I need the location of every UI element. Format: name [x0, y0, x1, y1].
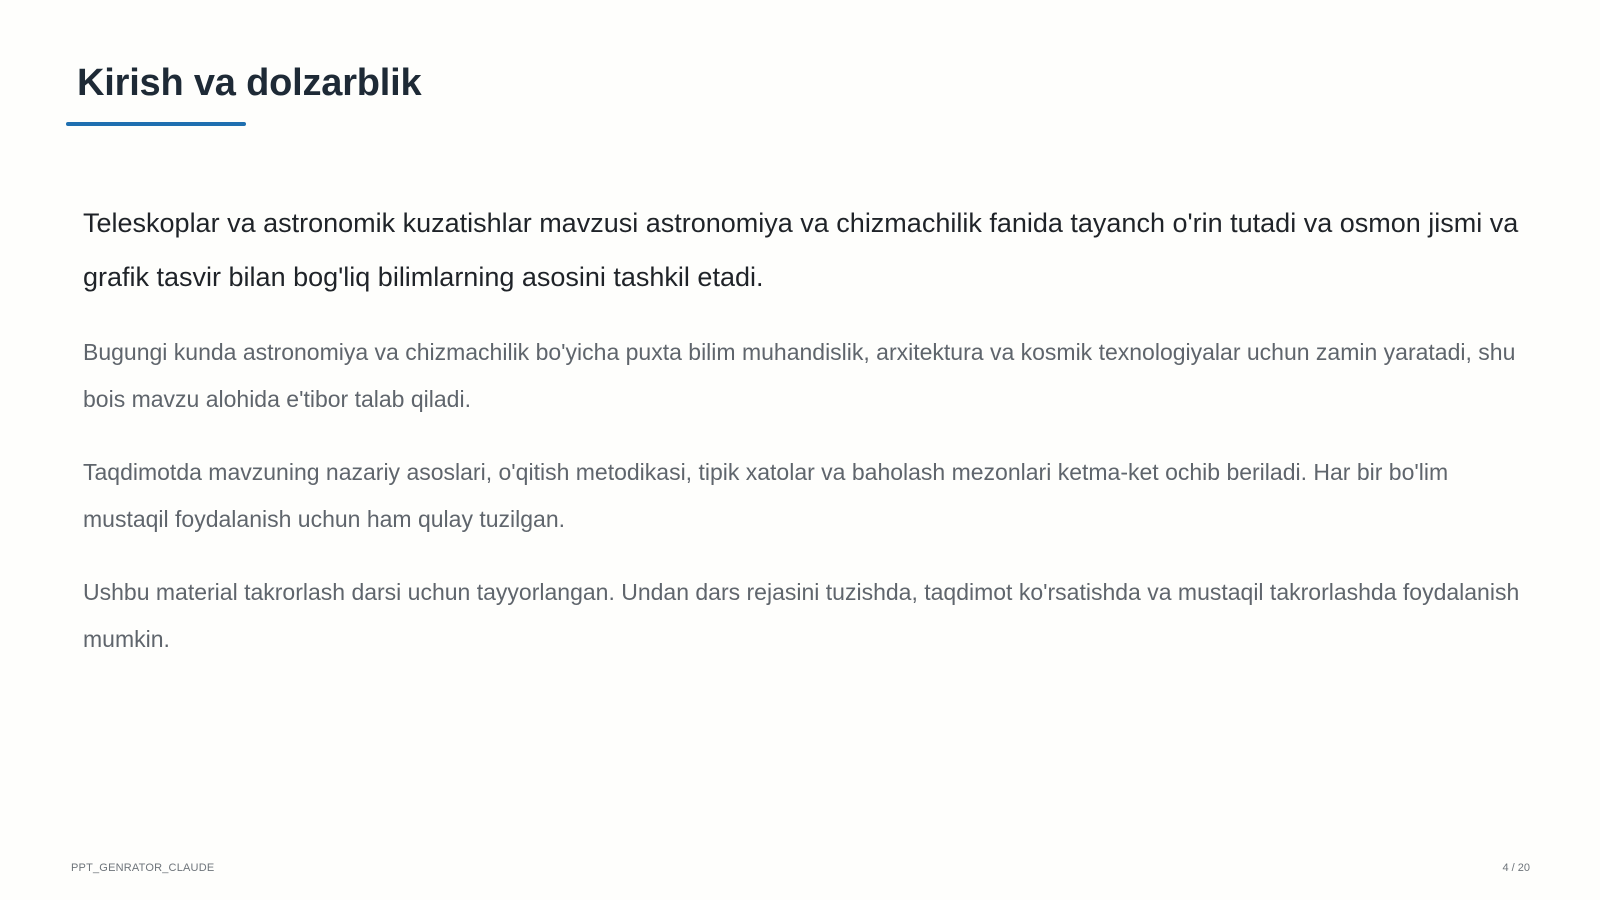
body-paragraph-1: Bugungi kunda astronomiya va chizmachilik bo'yicha puxta bilim muhandislik, arxitektura va kosmik texnologiyalar uchun zamin yaratadi, shu bois mavzu alohida e'tibor talab qiladi. [83, 339, 1516, 412]
page-number: 4 / 20 [1502, 862, 1530, 874]
body-paragraph-3: Ushbu material takrorlash darsi uchun tayyorlangan. Undan dars rejasini tuzishda, taqdimot ko'rsatishda va mustaqil takrorlashda foydalanish mumkin. [83, 579, 1520, 652]
body-paragraph-2: Taqdimotda mavzuning nazariy asoslari, o'qitish metodikasi, tipik xatolar va baholash mezonlari ketma-ket ochib beriladi. Har bir bo'lim mustaqil foydalanish uchun ham qulay tuzilgan. [83, 459, 1449, 532]
title-underline [66, 122, 246, 126]
footer-brand: PPT_GENRATOR_CLAUDE [71, 862, 215, 874]
slide-title: Kirish va dolzarblik [77, 62, 422, 104]
lead-paragraph: Teleskoplar va astronomik kuzatishlar mavzusi astronomiya va chizmachilik fanida tayanch o'rin tutadi va osmon jismi va grafik tasvir bilan bog'liq bilimlarning asosini tashkil etadi. [83, 208, 1519, 292]
